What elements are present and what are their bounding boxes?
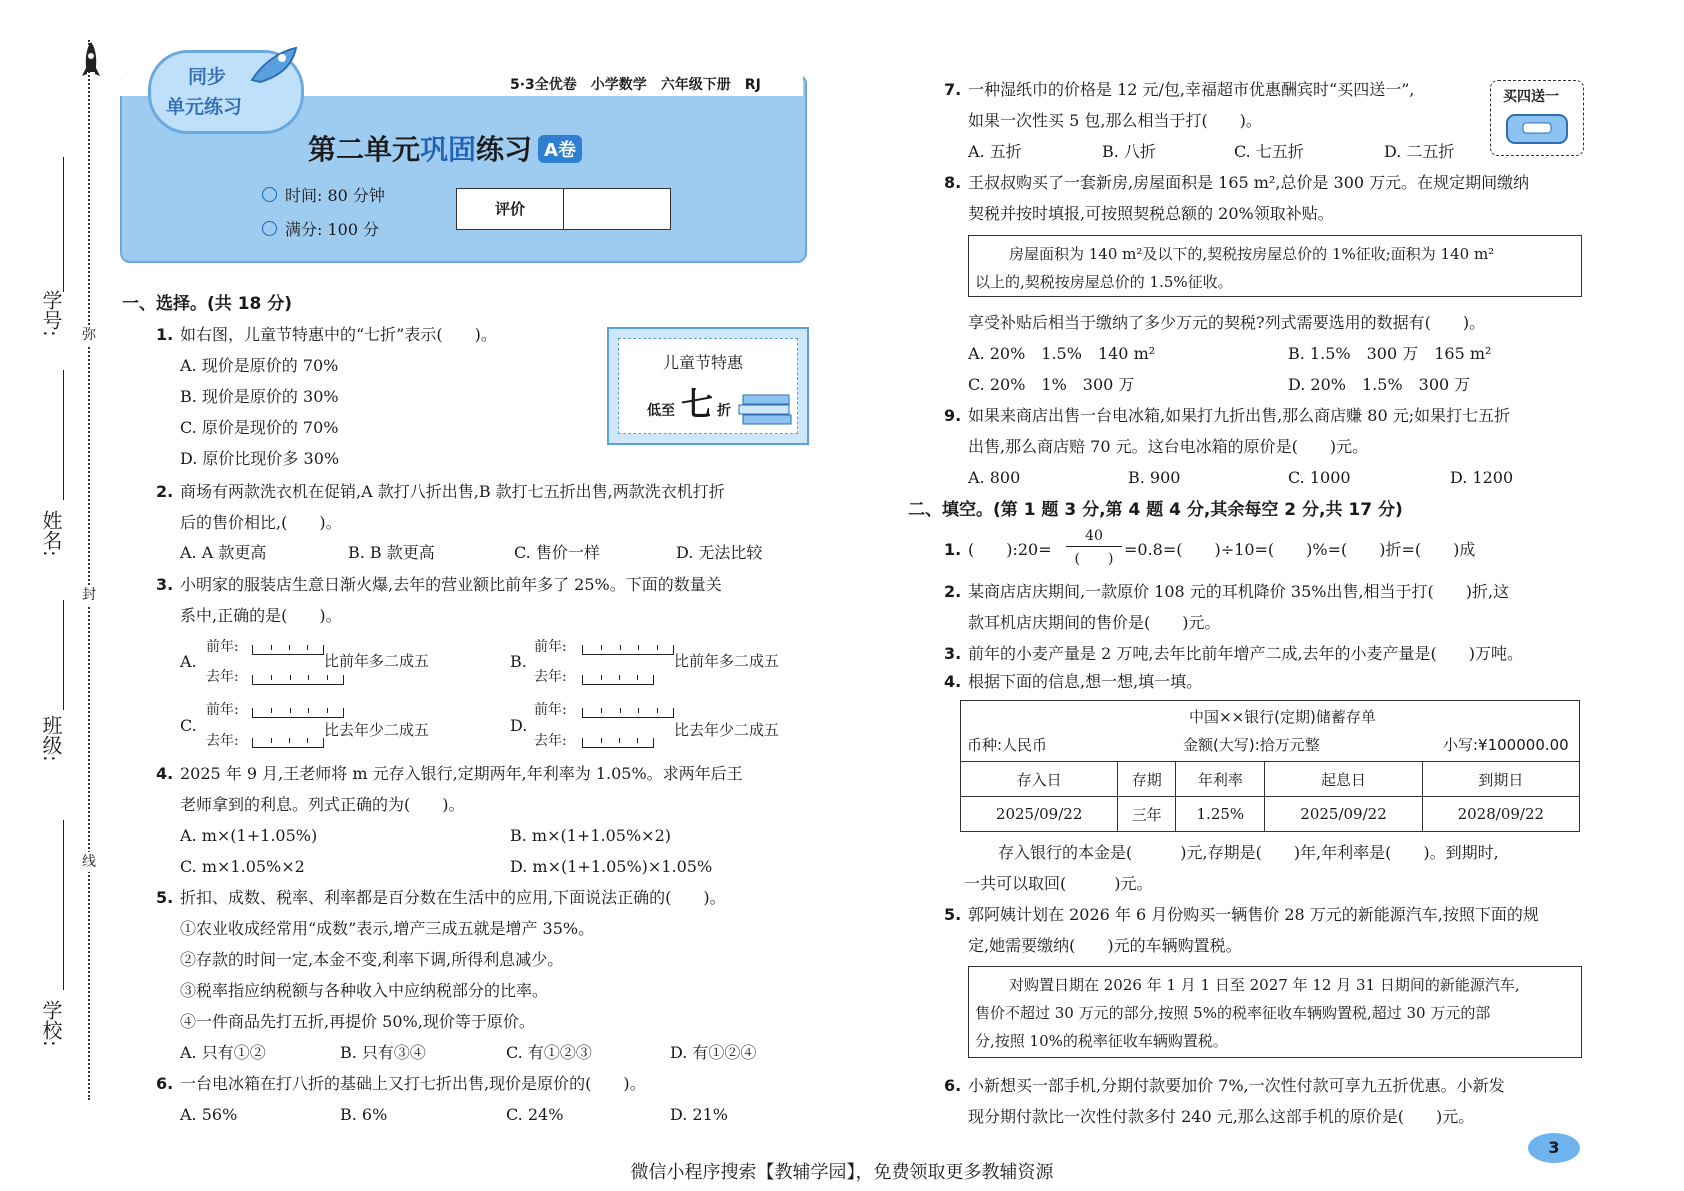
q8-option-d[interactable]: D. 20% 1.5% 300 万 bbox=[1288, 375, 1471, 394]
f4-answer-line1: 存入银行的本金是( )元,存期是( )年,年利率是( )。到期时, bbox=[998, 843, 1499, 862]
q8-option-a[interactable]: A. 20% 1.5% 140 m² bbox=[968, 344, 1156, 363]
q9-option-a[interactable]: A. 800 bbox=[968, 468, 1021, 487]
q3b-qu-bar bbox=[582, 675, 654, 685]
bar-tick bbox=[290, 708, 291, 713]
bar-tick bbox=[601, 645, 602, 650]
q3-option-b-label: B. bbox=[510, 652, 527, 671]
q7-line1: 一种湿纸巾的价格是 12 元/包,幸福超市优惠酬宾时“买四送一”, bbox=[968, 80, 1415, 99]
bar-tick bbox=[327, 708, 328, 713]
f1-number: 1. bbox=[944, 540, 962, 559]
q3-number: 3. bbox=[156, 575, 174, 594]
q1-option-c[interactable]: C. 原价是现价的 70% bbox=[180, 418, 339, 437]
rocket-icon bbox=[80, 40, 102, 84]
q3a-qu-bar bbox=[252, 675, 344, 685]
bar-tick bbox=[308, 708, 309, 713]
f1-fraction-top: 40 bbox=[1085, 528, 1103, 544]
q4-line2: 老师拿到的利息。列式正确的为( )。 bbox=[180, 795, 465, 814]
bar-tick bbox=[601, 708, 602, 713]
bar-tick bbox=[289, 738, 290, 743]
seal-char-feng: 封 bbox=[79, 585, 99, 605]
q4-line1: 2025 年 9 月,王老师将 m 元存入银行,定期两年,年利率为 1.05%。求两年后王 bbox=[180, 764, 743, 783]
q4-option-c[interactable]: C. m×1.05%×2 bbox=[180, 857, 305, 876]
buy-four-get-one-sign bbox=[1490, 80, 1584, 156]
f5-line2: 定,她需要缴纳( )元的车辆购置税。 bbox=[968, 936, 1242, 955]
f6-line2: 现分期付款比一次性付款多付 240 元,那么这部手机的原价是( )元。 bbox=[968, 1107, 1475, 1126]
q3c-qian-bar bbox=[252, 708, 344, 718]
bar-tick bbox=[289, 645, 290, 650]
bar-tick bbox=[657, 645, 658, 650]
q5-option-d[interactable]: D. 有①②④ bbox=[670, 1043, 757, 1062]
q5-item-2: ②存款的时间一定,本金不变,利率下调,所得利息减少。 bbox=[180, 950, 564, 969]
q3c-qu-label: 去年: bbox=[206, 733, 239, 749]
score-info bbox=[262, 217, 379, 240]
q6-option-a[interactable]: A. 56% bbox=[180, 1105, 238, 1124]
bar-tick bbox=[601, 738, 602, 743]
q3d-qu-bar bbox=[582, 738, 654, 748]
q9-option-b[interactable]: B. 900 bbox=[1128, 468, 1181, 487]
bar-tick bbox=[271, 675, 272, 680]
f2-line1: 某商店店庆期间,一款原价 108 元的耳机降价 35%出售,相当于打( )折,这 bbox=[968, 582, 1510, 601]
q2-option-d[interactable]: D. 无法比较 bbox=[676, 543, 763, 562]
f3-line1: 前年的小麦产量是 2 万吨,去年比前年增产二成,去年的小麦产量是( )万吨。 bbox=[968, 644, 1524, 663]
q7-option-a[interactable]: A. 五折 bbox=[968, 142, 1022, 161]
purchase-tax-rule-line3: 分,按照 10%的税率征收车辆购置税。 bbox=[975, 1032, 1228, 1050]
q5-item-3: ③税率指应纳税额与各种收入中应纳税部分的比率。 bbox=[180, 981, 549, 1000]
q9-number: 9. bbox=[944, 406, 962, 425]
f2-number: 2. bbox=[944, 582, 962, 601]
q3d-qu-label: 去年: bbox=[534, 733, 567, 749]
q3a-qian-label: 前年: bbox=[206, 639, 239, 655]
value-rate: 1.25% bbox=[1176, 797, 1265, 832]
f1-fraction-bar bbox=[1066, 546, 1122, 547]
q6-number: 6. bbox=[156, 1074, 174, 1093]
value-deposit-date: 2025/09/22 bbox=[961, 797, 1118, 832]
q1-number: 1. bbox=[156, 325, 174, 344]
student-id-label: 学号: bbox=[39, 290, 63, 337]
f6-line1: 小新想买一部手机,分期付款要加价 7%,一次性付款可享九五折优惠。小新发 bbox=[968, 1076, 1505, 1095]
f4-line1: 根据下面的信息,想一想,填一填。 bbox=[968, 672, 1203, 691]
check-circle-icon bbox=[262, 221, 277, 236]
q8-option-c[interactable]: C. 20% 1% 300 万 bbox=[968, 375, 1135, 394]
f5-line1: 郭阿姨计划在 2026 年 6 月份购买一辆售价 28 万元的新能源汽车,按照下面的规 bbox=[968, 905, 1539, 924]
bar-tick bbox=[290, 675, 291, 680]
bar-tick bbox=[620, 708, 621, 713]
q3c-qu-bar bbox=[252, 738, 324, 748]
series-label: 5·3全优卷 小学数学 六年级下册 RJ bbox=[510, 77, 761, 93]
deposit-currency: 币种:人民币 bbox=[967, 736, 1048, 754]
student-id-line[interactable] bbox=[63, 157, 64, 292]
seal-dotted-line bbox=[88, 40, 90, 1100]
q5-item-1: ①农业收成经常用“成数”表示,增产三成五就是增产 35%。 bbox=[180, 919, 595, 938]
badge-line2: 单元练习 bbox=[166, 96, 243, 118]
deposit-slip-title: 中国××银行(定期)储蓄存单 bbox=[1189, 708, 1376, 726]
f1-left: ( ):20= bbox=[968, 540, 1052, 559]
q3d-note: 比去年少二成五 bbox=[674, 721, 780, 739]
bar-tick bbox=[638, 708, 639, 713]
student-name-label: 姓名: bbox=[39, 510, 63, 557]
bar-tick bbox=[619, 675, 620, 680]
q8-number: 8. bbox=[944, 173, 962, 192]
class-label: 班级: bbox=[39, 715, 63, 762]
deed-tax-rule-box bbox=[968, 235, 1582, 297]
header-start-date: 起息日 bbox=[1265, 762, 1422, 797]
q9-line1: 如果来商店出售一台电冰箱,如果打九折出售,那么商店赚 80 元;如果打七五折 bbox=[968, 406, 1511, 425]
q3-line1: 小明家的服装店生意日渐火爆,去年的营业额比前年多了 25%。下面的数量关 bbox=[180, 575, 722, 594]
section1-heading: 一、选择。(共 18 分) bbox=[122, 294, 293, 314]
q5-item-4: ④一件商品先打五折,再提价 50%,现价等于原价。 bbox=[180, 1012, 535, 1031]
q7-option-b[interactable]: B. 八折 bbox=[1102, 142, 1156, 161]
f1-right: =0.8=( )÷10=( )%=( )折=( )成 bbox=[1124, 540, 1476, 559]
sale-sign-inner bbox=[618, 338, 798, 434]
q6-option-b[interactable]: B. 6% bbox=[340, 1105, 388, 1124]
q9-line2: 出售,那么商店赔 70 元。这台电冰箱的原价是( )元。 bbox=[968, 437, 1369, 456]
bar-tick bbox=[620, 645, 621, 650]
time-info bbox=[262, 183, 385, 206]
q1-option-a[interactable]: A. 现价是原价的 70% bbox=[180, 356, 339, 375]
q3b-note: 比前年多二成五 bbox=[674, 652, 780, 670]
title-part-b: 巩固 bbox=[420, 133, 477, 166]
q1-stem: 如右图，儿童节特惠中的“七折”表示( )。 bbox=[180, 325, 497, 344]
evaluation-box bbox=[456, 188, 671, 230]
q4-option-a[interactable]: A. m×(1+1.05%) bbox=[180, 826, 318, 845]
bar-tick bbox=[327, 675, 328, 680]
title-part-c: 练习 bbox=[476, 133, 533, 166]
deposit-slip-table bbox=[960, 700, 1580, 832]
evaluation-label: 评价 bbox=[457, 189, 564, 229]
q5-option-b[interactable]: B. 只有③④ bbox=[340, 1043, 426, 1062]
badge-line1: 同步 bbox=[188, 66, 227, 88]
title-part-a: 第二单元 bbox=[308, 133, 421, 166]
sale-sign-title: 儿童节特惠 bbox=[663, 353, 744, 372]
wet-wipes-icon bbox=[1505, 111, 1569, 147]
q2-option-b[interactable]: B. B 款更高 bbox=[348, 543, 435, 562]
q8-line1: 王叔叔购买了一套新房,房屋面积是 165 m²,总价是 300 万元。在规定期间缴纳 bbox=[968, 173, 1530, 192]
bar-tick bbox=[601, 675, 602, 680]
q4-number: 4. bbox=[156, 764, 174, 783]
q6-option-d[interactable]: D. 21% bbox=[670, 1105, 728, 1124]
q5-option-c[interactable]: C. 有①②③ bbox=[506, 1043, 592, 1062]
badge-rocket-icon bbox=[248, 44, 300, 84]
q9-option-d[interactable]: D. 1200 bbox=[1450, 468, 1514, 487]
bar-tick bbox=[271, 738, 272, 743]
q7-line2: 如果一次性买 5 包,那么相当于打( )。 bbox=[968, 111, 1262, 130]
student-name-line[interactable] bbox=[63, 370, 64, 500]
childrens-day-sale-sign bbox=[607, 327, 809, 445]
buy-four-text: 买四送一 bbox=[1503, 89, 1559, 105]
q8-line3: 享受补贴后相当于缴纳了多少万元的契税?列式需要选用的数据有( )。 bbox=[968, 313, 1486, 332]
q8-line2: 契税并按时填报,可按照契税总额的 20%领取补贴。 bbox=[968, 204, 1334, 223]
q8-option-b[interactable]: B. 1.5% 300 万 165 m² bbox=[1288, 344, 1492, 363]
header-deposit-date: 存入日 bbox=[961, 762, 1118, 797]
q7-number: 7. bbox=[944, 80, 962, 99]
f1-fraction-bottom[interactable]: ( ) bbox=[1074, 551, 1114, 567]
sale-sign-low: 低至 bbox=[647, 403, 675, 419]
value-due-date: 2028/09/22 bbox=[1422, 797, 1579, 832]
purchase-tax-rule-box bbox=[968, 966, 1582, 1058]
value-term: 三年 bbox=[1118, 797, 1176, 832]
bar-tick bbox=[637, 675, 638, 680]
q4-option-d[interactable]: D. m×(1+1.05%)×1.05% bbox=[510, 857, 713, 876]
header-rate: 年利率 bbox=[1176, 762, 1265, 797]
q3-line2: 系中,正确的是( )。 bbox=[180, 606, 342, 625]
deposit-amount-words: 金额(大写):拾万元整 bbox=[1183, 736, 1320, 754]
q5-stem: 折扣、成数、税率、利率都是百分数在生活中的应用,下面说法正确的( )。 bbox=[180, 888, 726, 907]
deed-tax-rule-line2: 以上的,契税按房屋总价的 1.5%征收。 bbox=[975, 273, 1233, 291]
q3-option-d-label: D. bbox=[510, 716, 528, 735]
q3a-note: 比前年多二成五 bbox=[324, 652, 430, 670]
purchase-tax-rule-line1: 对购置日期在 2026 年 1 月 1 日至 2027 年 12 月 31 日期间的新能源汽车, bbox=[1009, 976, 1520, 994]
q3-option-a-label: A. bbox=[180, 652, 197, 671]
section2-heading: 二、填空。(第 1 题 3 分,第 4 题 4 分,其余每空 2 分,共 17 分) bbox=[908, 500, 1403, 520]
q5-option-a[interactable]: A. 只有①② bbox=[180, 1043, 266, 1062]
bar-tick bbox=[308, 675, 309, 680]
q3b-qu-label: 去年: bbox=[534, 669, 567, 685]
title-juan-badge: A卷 bbox=[538, 135, 582, 163]
q3b-qian-label: 前年: bbox=[534, 639, 567, 655]
sale-sign-zhe: 折 bbox=[717, 403, 731, 419]
q3a-qian-bar bbox=[252, 645, 324, 655]
seal-char-xian: 线 bbox=[79, 852, 99, 872]
q7-option-d[interactable]: D. 二五折 bbox=[1384, 142, 1455, 161]
evaluation-field[interactable] bbox=[565, 189, 669, 229]
footer-ad: 微信小程序搜索【教辅学园】，免费领取更多教辅资源 bbox=[630, 1162, 1054, 1183]
q5-number: 5. bbox=[156, 888, 174, 907]
header-due-date: 到期日 bbox=[1422, 762, 1579, 797]
q3d-qian-label: 前年: bbox=[534, 702, 567, 718]
seal-char-mi: 弥 bbox=[79, 325, 99, 345]
q4-option-b[interactable]: B. m×(1+1.05%×2) bbox=[510, 826, 671, 845]
bar-tick bbox=[638, 645, 639, 650]
class-line[interactable] bbox=[63, 600, 64, 710]
f4-number: 4. bbox=[944, 672, 962, 691]
q9-option-c[interactable]: C. 1000 bbox=[1288, 468, 1351, 487]
deed-tax-rule-line1: 房屋面积为 140 m²及以下的,契税按房屋总价的 1%征收;面积为 140 m² bbox=[1009, 245, 1495, 263]
bar-tick bbox=[307, 645, 308, 650]
q6-stem: 一台电冰箱在打八折的基础上又打七折出售,现价是原价的( )。 bbox=[180, 1074, 646, 1093]
q3d-qian-bar bbox=[582, 708, 674, 718]
q3b-qian-bar bbox=[582, 645, 674, 655]
q3c-qian-label: 前年: bbox=[206, 702, 239, 718]
q2-line1: 商场有两款洗衣机在促销,A 款打八折出售,B 款打七五折出售,两款洗衣机打折 bbox=[180, 482, 725, 501]
bar-tick bbox=[657, 708, 658, 713]
value-start-date: 2025/09/22 bbox=[1265, 797, 1422, 832]
bar-tick bbox=[271, 645, 272, 650]
f3-number: 3. bbox=[944, 644, 962, 663]
q7-option-c[interactable]: C. 七五折 bbox=[1234, 142, 1304, 161]
deposit-amount-figures: 小写:¥100000.00 bbox=[1443, 736, 1569, 754]
books-icon bbox=[737, 391, 795, 431]
f5-number: 5. bbox=[944, 905, 962, 924]
q6-option-c[interactable]: C. 24% bbox=[506, 1105, 564, 1124]
school-label: 学校: bbox=[39, 1000, 63, 1047]
deposit-slip-header bbox=[961, 701, 1580, 762]
q1-option-d[interactable]: D. 原价比现价多 30% bbox=[180, 449, 340, 468]
q2-option-a[interactable]: A. A 款更高 bbox=[180, 543, 267, 562]
bar-tick bbox=[271, 708, 272, 713]
q3-option-c-label: C. bbox=[180, 716, 197, 735]
q3a-qu-label: 去年: bbox=[206, 669, 239, 685]
bar-tick bbox=[637, 738, 638, 743]
score-text: 满分: 100 分 bbox=[285, 220, 380, 239]
q3c-note: 比去年少二成五 bbox=[324, 721, 430, 739]
time-text: 时间: 80 分钟 bbox=[285, 186, 385, 205]
page-number: 3 bbox=[1528, 1133, 1580, 1163]
clock-icon bbox=[262, 187, 277, 202]
sale-sign-seven: 七 bbox=[681, 385, 714, 423]
header-term: 存期 bbox=[1118, 762, 1176, 797]
f2-line2: 款耳机店庆期间的售价是( )元。 bbox=[968, 613, 1221, 632]
q2-line2: 后的售价相比,( )。 bbox=[180, 513, 342, 532]
purchase-tax-rule-line2: 售价不超过 30 万元的部分,按照 5%的税率征收车辆购置税,超过 30 万元的部 bbox=[975, 1004, 1491, 1022]
q2-number: 2. bbox=[156, 482, 174, 501]
page-title bbox=[308, 128, 582, 168]
q2-option-c[interactable]: C. 售价一样 bbox=[514, 543, 600, 562]
q1-option-b[interactable]: B. 现价是原价的 30% bbox=[180, 387, 339, 406]
bar-tick bbox=[619, 738, 620, 743]
bar-tick bbox=[307, 738, 308, 743]
f4-answer-line2: 一共可以取回( )元。 bbox=[964, 874, 1153, 893]
f6-number: 6. bbox=[944, 1076, 962, 1095]
school-line[interactable] bbox=[63, 820, 64, 990]
